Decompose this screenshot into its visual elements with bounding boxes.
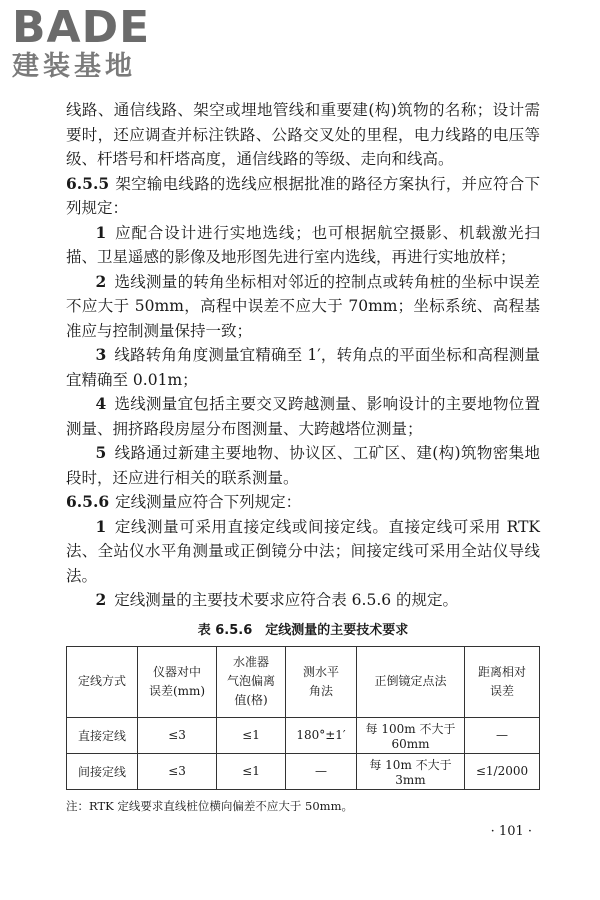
- header-cell: 仪器对中 误差(mm): [138, 646, 217, 717]
- table-cell: —: [286, 753, 357, 789]
- clause-item: 2 定线测量的主要技术要求应符合表 6.5.6 的规定。: [95, 590, 459, 609]
- item-number: 5: [95, 443, 107, 462]
- item-number: 1: [95, 516, 107, 536]
- item-number: 1: [95, 222, 107, 242]
- item-number: 4: [95, 394, 107, 413]
- table-cell: ≤3: [138, 717, 217, 753]
- table-cell: —: [465, 717, 540, 753]
- paragraph-continuation: 线路、通信线路、架空或埋地管线和重要建(构)筑物的名称；设计需要时，还应调查并标注铁路、公路交叉处的里程，电力线路的电压等级、杆塔号和杆塔高度，通信线路的等级、走向和线高。: [66, 101, 540, 168]
- clause-item: 1 定线测量可采用直接定线或间接定线。直接定线可采用 RTK 法、全站仪水平角测量或正倒镜分中法；间接定线可采用全站仪导线法。: [66, 516, 540, 585]
- header-cell: 定线方式: [67, 646, 138, 717]
- clause-item: 4 选线测量宜包括主要交叉跨越测量、影响设计的主要地物位置测量、拥挤路段房屋分布图测量、大跨越塔位测量；: [66, 394, 540, 438]
- item-number: 2: [95, 590, 107, 609]
- table-row: [67, 717, 540, 753]
- document-body: [66, 98, 540, 814]
- clause-6-5-6: 6.5.6 定线测量应符合下列规定：: [66, 492, 302, 511]
- header-cell: 距离相对 误差: [465, 646, 540, 717]
- page-number: · 101 ·: [490, 824, 532, 839]
- bade-logo: [12, 2, 151, 82]
- clause-number: 6.5.5: [66, 173, 110, 193]
- item-number: 3: [95, 345, 107, 364]
- logo-wordmark: BADE: [12, 2, 151, 53]
- table-note: 注：RTK 定线要求直线桩位横向偏差不应大于 50mm。: [66, 798, 353, 813]
- table-header-row: [67, 646, 540, 717]
- table-cell: ≤3: [138, 753, 217, 789]
- table-cell: 直接定线: [67, 717, 138, 753]
- clause-item: 3 线路转角角度测量宜精确至 1′，转角点的平面坐标和高程测量宜精确至 0.01m；: [66, 345, 540, 389]
- clause-number: 6.5.6: [66, 492, 110, 511]
- technical-requirements-table: [66, 646, 540, 790]
- logo-subtitle: 建装基地: [12, 51, 136, 82]
- table-cell: ≤1/2000: [465, 753, 540, 789]
- table-cell: ≤1: [217, 717, 286, 753]
- table-caption: 表 6.5.6 定线测量的主要技术要求: [197, 622, 409, 638]
- header-cell: 水准器 气泡偏离 值(格): [217, 646, 286, 717]
- table-cell: 每 100m 不大于 60mm: [357, 717, 465, 753]
- table-cell: ≤1: [217, 753, 286, 789]
- item-number: 2: [95, 271, 107, 291]
- table-cell: 间接定线: [67, 753, 138, 789]
- clause-item: 5 线路通过新建主要地物、协议区、工矿区、建(构)筑物密集地段时，还应进行相关的联系测量。: [66, 443, 540, 487]
- table-cell: 180°±1′: [286, 717, 357, 753]
- table-cell: 每 10m 不大于 3mm: [357, 753, 465, 789]
- table-row: [67, 753, 540, 789]
- header-cell: 测水平 角法: [286, 646, 357, 717]
- clause-item: 1 应配合设计进行实地选线；也可根据航空摄影、机载激光扫描、卫星遥感的影像及地形图先进行室内选线，再进行实地放样；: [66, 222, 540, 266]
- header-cell: 正倒镜定点法: [357, 646, 465, 717]
- clause-item: 2 选线测量的转角坐标相对邻近的控制点或转角桩的坐标中误差不应大于 50mm，高程中误差不应大于 70mm；坐标系统、高程基准应与控制测量保持一致；: [66, 271, 540, 340]
- clause-6-5-5: 6.5.5 架空输电线路的选线应根据批准的路径方案执行，并应符合下列规定：: [66, 173, 540, 217]
